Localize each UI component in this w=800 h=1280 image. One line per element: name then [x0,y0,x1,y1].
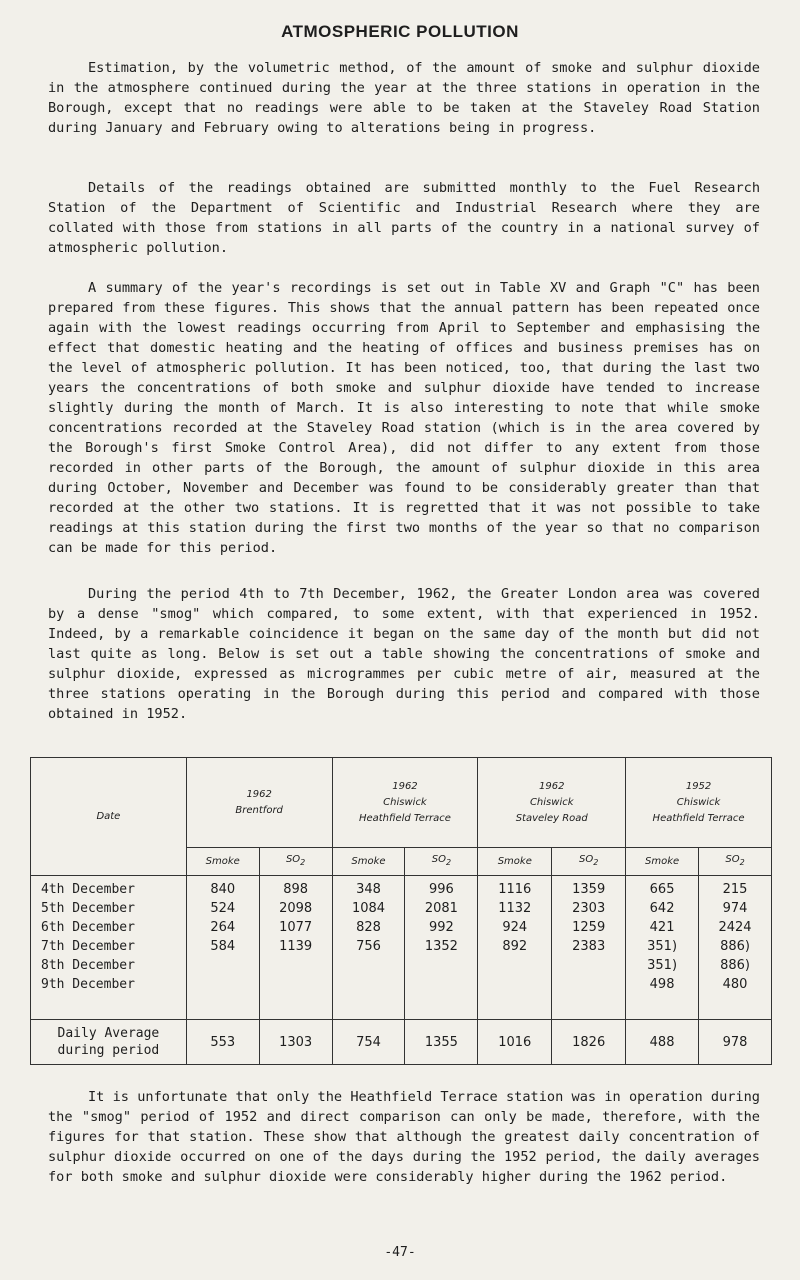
paragraph-estimation: Estimation, by the volumetric method, of the amount of smoke and sulphur dioxide in the atmosphere continued during the year at the three stations in operation in the Borough, except that no readings were able to be taken at the Staveley Road Station during January and February owing to alterations being in progress. [48,60,760,136]
table-cell: 840 [210,882,236,897]
group-header-staveley: 1962 Chiswick Staveley Road [478,758,626,848]
table-cell: 1139 [279,939,313,954]
table-cell: 1352 [424,939,458,954]
table-cell: 898 [283,882,309,897]
table-cell: 886) [720,958,750,973]
table-cell [260,956,332,975]
group-header-heathfield-1962: 1962 Chiswick Heathfield Terrace [332,758,478,848]
table-cell: 264 [210,920,236,935]
average-cell: 488 [626,1020,699,1065]
table-cell: 992 [428,920,454,935]
table-cell: 351) [647,939,678,954]
average-cell: 754 [332,1020,405,1065]
table-cell: 886) [720,939,750,954]
table-cell: 421 [649,920,675,935]
table-cell: 974 [722,901,748,916]
value-column [626,876,699,1020]
so2-col-header: $SO_2$ [405,848,478,876]
table-row-date: 7th December [41,939,135,954]
table-row-date: 4th December [41,882,135,897]
table-cell: 642 [649,901,675,916]
table-row-date: 8th December [41,958,135,973]
table-cell: 2081 [424,901,458,916]
table-cell: 584 [210,939,236,954]
date-header: Date [31,758,187,876]
value-column [699,876,772,1020]
table-cell [478,975,551,994]
page-number: -47- [384,1245,416,1260]
table-cell [552,956,625,975]
table-cell: 892 [502,939,528,954]
value-column [186,876,259,1020]
table-cell [333,956,405,975]
smoke-col-header: Smoke [332,848,405,876]
table-cell: 1259 [572,920,606,935]
paragraph-comparison: It is unfortunate that only the Heathfield Terrace station was in operation during the "smog" period of 1952 and direct comparison can only be made, therefore, with the figures for that station. These show that although the greatest daily concentration of sulphur dioxide occurred on one of the days during the 1952 period, the daily averages for both smoke and sulphur dioxide were considerably higher during the 1962 period. [48,1089,760,1185]
smoke-col-header: Smoke [626,848,699,876]
table-cell [260,975,332,994]
table-cell: 480 [722,977,748,992]
table-cell [333,975,405,994]
paragraph-smog-1962: During the period 4th to 7th December, 1962, the Greater London area was covered by a dense "smog" which compared, to some extent, with that experienced in 1952. Indeed, by a remarkable coincidence it began on the same day of the month but did not last quite as long. Below is set out a table showing the concentrations of smoke and sulphur dioxide, expressed as microgrammes per cubic metre of air, measured at the three stations operating in the Borough during this period and compared with those obtained in 1952. [48,586,760,722]
average-cell: 1826 [552,1020,626,1065]
table-cell: 524 [210,901,236,916]
table-cell [187,956,259,975]
date-column [31,876,187,1020]
so2-col-header: $SO_2$ [699,848,772,876]
average-cell: 553 [186,1020,259,1065]
table-cell: 2424 [718,920,752,935]
paragraph-details: Details of the readings obtained are submitted monthly to the Fuel Research Station of the Department of Scientific and Industrial Research where they are collated with those from stations in all parts of the country in a national survey of atmospheric pollution. [48,180,760,256]
value-column [405,876,478,1020]
smog-table [30,757,772,1065]
value-column [259,876,332,1020]
average-cell: 1355 [405,1020,478,1065]
table-cell: 828 [356,920,381,935]
table-cell: 924 [502,920,528,935]
table-cell [552,975,625,994]
table-cell: 665 [649,882,675,897]
so2-col-header: $SO_2$ [259,848,332,876]
table-cell: 1077 [279,920,313,935]
table-cell [187,975,259,994]
value-column [552,876,626,1020]
average-cell: 1303 [259,1020,332,1065]
table-cell: 2303 [572,901,606,916]
table-cell [405,956,477,975]
table-cell [405,975,477,994]
table-cell: 1359 [572,882,606,897]
table-row-date: 9th December [41,977,135,992]
average-cell: 978 [699,1020,772,1065]
table-cell: 1116 [498,882,532,897]
paragraph-summary: A summary of the year's recordings is set out in Table XV and Graph "C" has been prepared from these figures. This shows that the annual pattern has been repeated once again with the lowest readings occurring from April to September and emphasising the effect that domestic heating and the heating of offices and business premises has on the level of atmospheric pollution. It has been noticed, too, that during the last two years the concentrations of both smoke and sulphur dioxide have tended to increase slightly during the month of March. It is also interesting to note that while smoke concentrations recorded at the Staveley Road station (which is in the area covered by the Borough's first Smoke Control Area), did not differ to any extent from those recorded in other parts of the Borough, the amount of sulphur dioxide in this area during October, November and December was found to be considerably greater than that recorded at the other two stations. It is regretted that it was not possible to take readings at this station during the first two months of the year so that no comparison can be made for this period. [48,280,760,556]
table-cell: 1132 [498,901,532,916]
value-column [332,876,405,1020]
table-cell: 2098 [279,901,313,916]
group-header-heathfield-1952: 1952 Chiswick Heathfield Terrace [626,758,772,848]
table-cell: 498 [649,977,675,992]
table-cell: 756 [356,939,381,954]
table-cell [478,956,551,975]
smoke-col-header: Smoke [186,848,259,876]
table-cell: 351) [647,958,678,973]
smoke-col-header: Smoke [478,848,552,876]
average-label: Daily Average during period [31,1020,187,1065]
table-cell: 1084 [351,901,386,916]
table-cell: 215 [722,882,748,897]
average-cell: 1016 [478,1020,552,1065]
table-row-date: 6th December [41,920,135,935]
group-header-brentford: 1962 Brentford [186,758,332,848]
so2-col-header: $SO_2$ [552,848,626,876]
value-column [478,876,552,1020]
table-cell: 348 [356,882,381,897]
table-cell: 2383 [572,939,606,954]
table-row-date: 5th December [41,901,135,916]
table-cell: 996 [428,882,454,897]
page-title: ATMOSPHERIC POLLUTION [281,22,519,41]
